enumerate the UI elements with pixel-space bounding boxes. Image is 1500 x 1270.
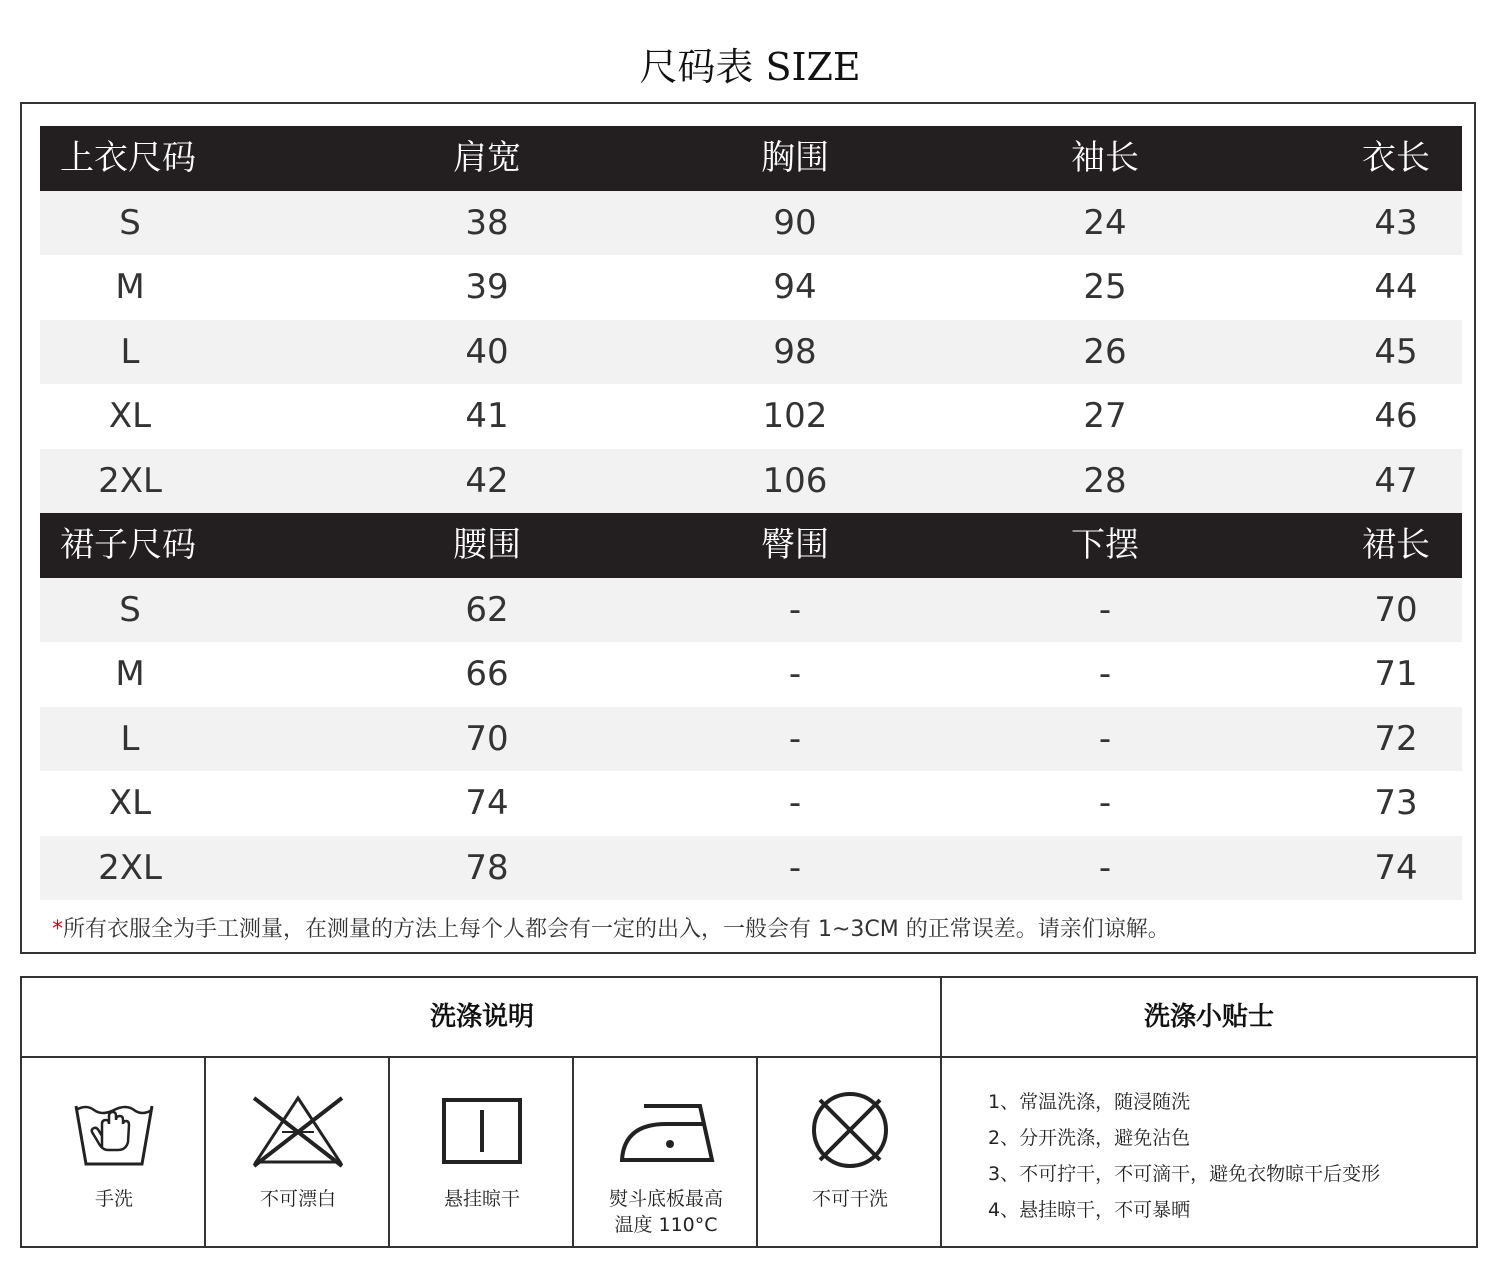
table-row — [40, 771, 1462, 836]
table-cell: 24 — [1083, 202, 1127, 243]
table-cell: 40 — [465, 331, 509, 372]
table-cell: - — [1098, 718, 1112, 759]
table-cell: 45 — [1374, 331, 1418, 372]
table-cell: 106 — [762, 460, 828, 501]
care-symbol-no-dry-clean — [758, 1058, 942, 1248]
no-bleach-icon — [250, 1094, 346, 1168]
table-cell: - — [1098, 783, 1112, 823]
table-cell: S — [119, 202, 141, 243]
table-cell: - — [1098, 589, 1112, 630]
table-cell: L — [120, 331, 140, 372]
iron-medium-icon — [614, 1094, 718, 1168]
no-dry-clean-icon — [808, 1088, 892, 1172]
care-label-line: 温度 110°C — [614, 1214, 718, 1236]
column-header: 裙子尺码 — [60, 525, 196, 565]
note-asterisk: * — [52, 917, 63, 942]
care-label: 手洗 — [94, 1188, 133, 1210]
table-cell: 70 — [1374, 589, 1418, 630]
table-cell: - — [788, 654, 802, 694]
hand-wash-icon — [72, 1094, 156, 1168]
care-label: 不可干洗 — [811, 1188, 888, 1210]
table-cell: 46 — [1374, 396, 1418, 436]
table-row — [40, 255, 1462, 320]
care-tip-item: 4、悬挂晾干，不可暴晒 — [988, 1199, 1191, 1221]
table-cell: 102 — [762, 396, 828, 436]
column-header: 腰围 — [453, 525, 521, 565]
table-row — [40, 642, 1462, 707]
table-cell: - — [788, 589, 802, 630]
care-tip-item: 1、常温洗涤，随浸随洗 — [988, 1091, 1191, 1113]
table-cell: M — [115, 654, 145, 694]
care-tips-list — [988, 1084, 1380, 1228]
table-cell: 2XL — [98, 847, 162, 888]
table-cell: 62 — [465, 589, 509, 630]
table-cell: 94 — [773, 267, 817, 307]
column-header: 袖长 — [1071, 138, 1139, 178]
hang-dry-icon — [440, 1094, 524, 1168]
column-header: 胸围 — [761, 138, 829, 178]
care-symbol-no-bleach — [206, 1058, 390, 1248]
table-cell: 66 — [465, 654, 509, 694]
table-cell: - — [788, 783, 802, 823]
table-cell: 71 — [1374, 654, 1418, 694]
table-row — [40, 320, 1462, 385]
table-row — [40, 384, 1462, 449]
table-row — [40, 449, 1462, 514]
table-cell: - — [1098, 654, 1112, 694]
table-header-row — [40, 513, 1462, 578]
care-symbol-hand-wash — [22, 1058, 206, 1248]
care-tip-item: 3、不可拧干，不可滴干，避免衣物晾干后变形 — [988, 1163, 1381, 1185]
care-tip-item: 2、分开洗涤，避免沾色 — [988, 1127, 1191, 1149]
table-cell: 98 — [773, 331, 817, 372]
care-tips-title: 洗涤小贴士 — [1143, 1002, 1274, 1032]
care-symbol-iron — [574, 1058, 758, 1248]
column-header: 肩宽 — [453, 138, 521, 178]
table-cell: 78 — [465, 847, 509, 888]
table-cell: 25 — [1083, 267, 1127, 307]
table-cell: M — [115, 267, 145, 307]
table-cell: 43 — [1374, 202, 1418, 243]
table-cell: 44 — [1374, 267, 1418, 307]
table-cell: 74 — [465, 783, 509, 823]
table-cell: 73 — [1374, 783, 1418, 823]
table-cell: 38 — [465, 202, 509, 243]
table-cell: XL — [108, 396, 152, 436]
size-grid — [40, 126, 1462, 900]
table-cell: - — [1098, 847, 1112, 888]
table-row — [40, 836, 1462, 901]
column-header: 衣长 — [1362, 138, 1430, 178]
page-title: 尺码表 SIZE — [639, 45, 861, 89]
care-label-line: 熨斗底板最高 — [608, 1188, 723, 1210]
table-cell: 27 — [1083, 396, 1127, 436]
table-cell: 26 — [1083, 331, 1127, 372]
care-label: 不可漂白 — [259, 1188, 336, 1210]
column-header: 上衣尺码 — [60, 138, 196, 178]
table-cell: - — [788, 847, 802, 888]
table-row — [40, 707, 1462, 772]
care-instructions-title: 洗涤说明 — [429, 1002, 534, 1032]
table-cell: 42 — [465, 460, 509, 501]
table-cell: 74 — [1374, 847, 1418, 888]
table-cell: 72 — [1374, 718, 1418, 759]
table-cell: 28 — [1083, 460, 1127, 501]
table-cell: 90 — [773, 202, 817, 243]
table-cell: 47 — [1374, 460, 1418, 501]
table-cell: XL — [108, 783, 152, 823]
column-header: 臀围 — [761, 525, 829, 565]
table-cell: 70 — [465, 718, 509, 759]
care-label — [574, 1186, 758, 1238]
measurement-note — [52, 912, 1170, 943]
table-row — [40, 578, 1462, 643]
size-chart — [20, 102, 1476, 954]
table-cell: L — [120, 718, 140, 759]
care-label: 悬挂晾干 — [443, 1188, 520, 1210]
table-row — [40, 191, 1462, 256]
care-section — [20, 976, 1478, 1248]
table-cell: S — [119, 589, 141, 630]
table-header-row — [40, 126, 1462, 191]
note-text: 所有衣服全为手工测量，在测量的方法上每个人都会有一定的出入，一般会有 1~3CM 的正常误差。请亲们谅解。 — [63, 917, 1170, 942]
table-cell: - — [788, 718, 802, 759]
care-symbol-hang-dry — [390, 1058, 574, 1248]
column-header: 下摆 — [1071, 525, 1139, 565]
table-cell: 2XL — [98, 460, 162, 501]
table-cell: 41 — [465, 396, 509, 436]
table-cell: 39 — [465, 267, 509, 307]
column-header: 裙长 — [1362, 525, 1430, 565]
